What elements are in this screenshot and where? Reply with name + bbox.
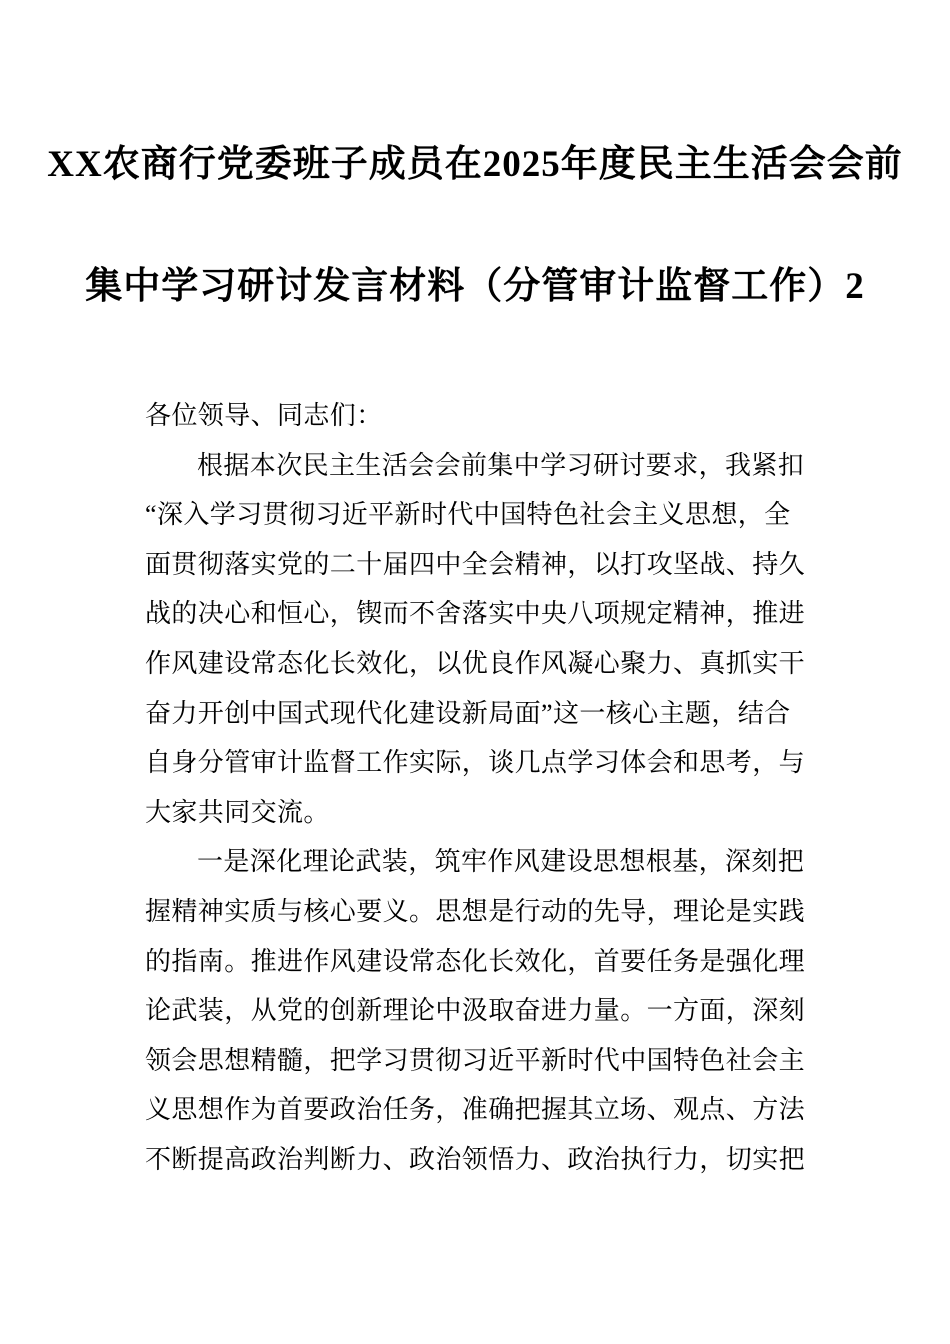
body-line: 一是深化理论武装，筑牢作风建设思想根基，深刻把 [197,847,805,877]
body-line: 领会思想精髓，把学习贯彻习近平新时代中国特色社会主 [145,1045,806,1075]
body-line-greeting: 各位领导、同志们： [145,401,383,430]
body-line: 义思想作为首要政治任务，准确把握其立场、观点、方法 [145,1095,806,1125]
body-line: 自身分管审计监督工作实际，谈几点学习体会和思考，与 [145,748,806,778]
document-body [145,391,815,1185]
body-line: 面贯彻落实党的二十届四中全会精神，以打攻坚战、持久 [145,549,806,579]
body-line: 握精神实质与核心要义。思想是行动的先导，理论是实践 [145,896,806,926]
document-title-line1: XX农商行党委班子成员在2025年度民主生活会会前 [47,144,903,185]
body-line: 根据本次民主生活会会前集中学习研讨要求，我紧扣 [197,450,805,480]
body-line: 作风建设常态化长效化，以优良作风凝心聚力、真抓实干 [145,648,806,678]
body-line: 大家共同交流。 [145,797,330,827]
body-line: 战的决心和恒心，锲而不舍落实中央八项规定精神，推进 [145,599,806,629]
body-line: “深入学习贯彻习近平新时代中国特色社会主义思想，全 [145,500,791,530]
document-title-line2: 集中学习研讨发言材料（分管审计监督工作）2 [85,266,865,307]
body-line: 的指南。推进作风建设常态化长效化，首要任务是强化理 [145,946,806,976]
body-line: 奋力开创中国式现代化建设新局面”这一核心主题，结合 [145,698,791,728]
body-line: 不断提高政治判断力、政治领悟力、政治执行力，切实把 [145,1144,806,1174]
body-line: 论武装，从党的创新理论中汲取奋进力量。一方面，深刻 [145,996,806,1026]
document-title [0,146,950,305]
